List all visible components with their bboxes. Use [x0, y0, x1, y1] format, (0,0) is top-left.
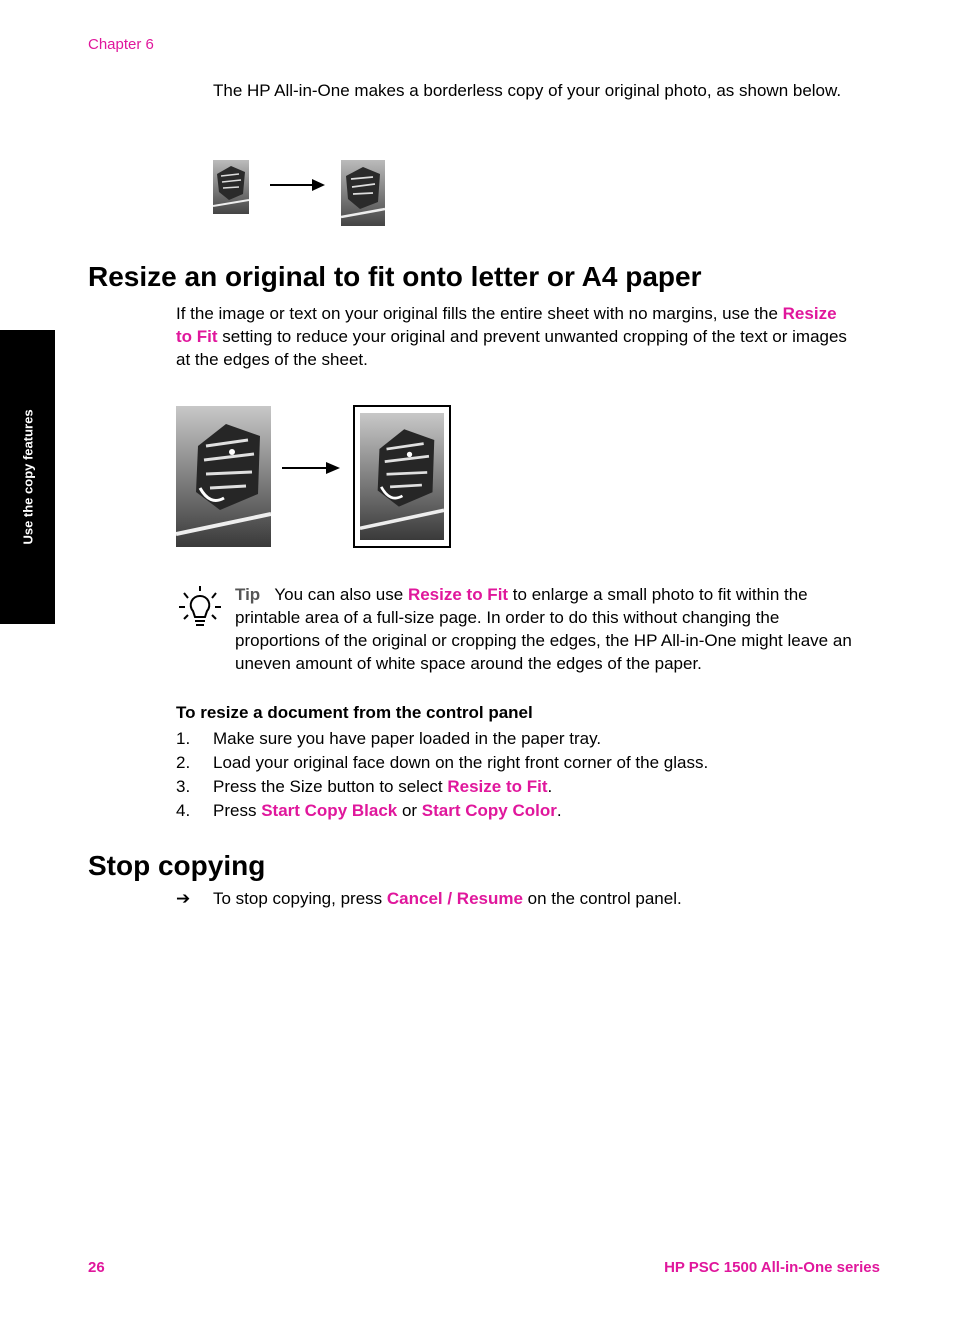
- step-number: 4.: [176, 801, 191, 820]
- stop-text: [213, 889, 682, 909]
- procedure-title: To resize a document from the control panel: [176, 703, 533, 722]
- step-text-pre: Press: [213, 801, 262, 820]
- step-text-post: .: [547, 777, 553, 796]
- resized-copy-page: [353, 405, 451, 548]
- step-text-post: .: [556, 801, 562, 820]
- step-text: Make sure you have paper loaded in the paper tray.: [213, 729, 602, 748]
- page-number: 26: [88, 1259, 105, 1276]
- step-number: 2.: [176, 753, 191, 772]
- step-number: 3.: [176, 777, 191, 796]
- resized-copy-photo: [360, 413, 444, 540]
- resize-paragraph-post: setting to reduce your original and prevent unwanted cropping of the text or images at the edges of the sheet.: [176, 327, 847, 369]
- step-text-mid: or: [397, 801, 422, 820]
- arrow-bullet-icon: ➔: [176, 889, 191, 909]
- footer-product-name: HP PSC 1500 All-in-One series: [664, 1259, 880, 1276]
- resize-paragraph: [176, 302, 856, 371]
- step-text-pre: Press the Size button to select: [213, 777, 448, 796]
- large-original-photo: [176, 406, 271, 547]
- cancel-resume-keyword: Cancel / Resume: [386, 889, 523, 908]
- section-title-resize: Resize an original to fit onto letter or A4 paper: [88, 261, 702, 292]
- start-copy-black-keyword: Start Copy Black: [261, 801, 398, 820]
- resize-to-fit-keyword: Resize to Fit: [176, 304, 837, 346]
- small-original-photo: [213, 160, 249, 214]
- resize-paragraph-pre: If the image or text on your original fills the entire sheet with no margins, use the: [176, 304, 783, 323]
- step-text: [213, 801, 562, 821]
- lightbulb-icon: [178, 586, 222, 636]
- section-title-stop: Stop copying: [88, 850, 266, 881]
- step-number: 1.: [176, 729, 191, 748]
- tip-paragraph: [235, 583, 860, 675]
- stop-text-post: on the control panel.: [522, 889, 682, 908]
- arrow-right-icon: [270, 177, 325, 193]
- side-tab: [0, 330, 55, 624]
- intro-paragraph: The HP All-in-One makes a borderless copy of your original photo, as shown below.: [213, 81, 842, 100]
- tip-label: Tip: [235, 585, 261, 604]
- side-tab-label: Use the copy features: [20, 409, 35, 545]
- start-copy-color-keyword: Start Copy Color: [421, 801, 557, 820]
- tip-text-pre: You can also use: [274, 585, 408, 604]
- step-text: [213, 777, 552, 797]
- arrow-right-icon: [282, 460, 340, 476]
- stop-text-pre: To stop copying, press: [213, 889, 387, 908]
- borderless-copy-photo: [341, 160, 385, 226]
- step-text: Load your original face down on the right front corner of the glass.: [213, 753, 709, 772]
- chapter-header: Chapter 6: [88, 36, 154, 53]
- tip-text-post: to enlarge a small photo to fit within the printable area of a full-size page. In order to do this without changing the proportions of the original or cropping the edges, the HP All-in-One might leave an uneven amount of white space around the edges of the paper.: [235, 585, 852, 673]
- tip-resize-to-fit-keyword: Resize to Fit: [407, 585, 509, 604]
- resize-to-fit-keyword: Resize to Fit: [447, 777, 548, 796]
